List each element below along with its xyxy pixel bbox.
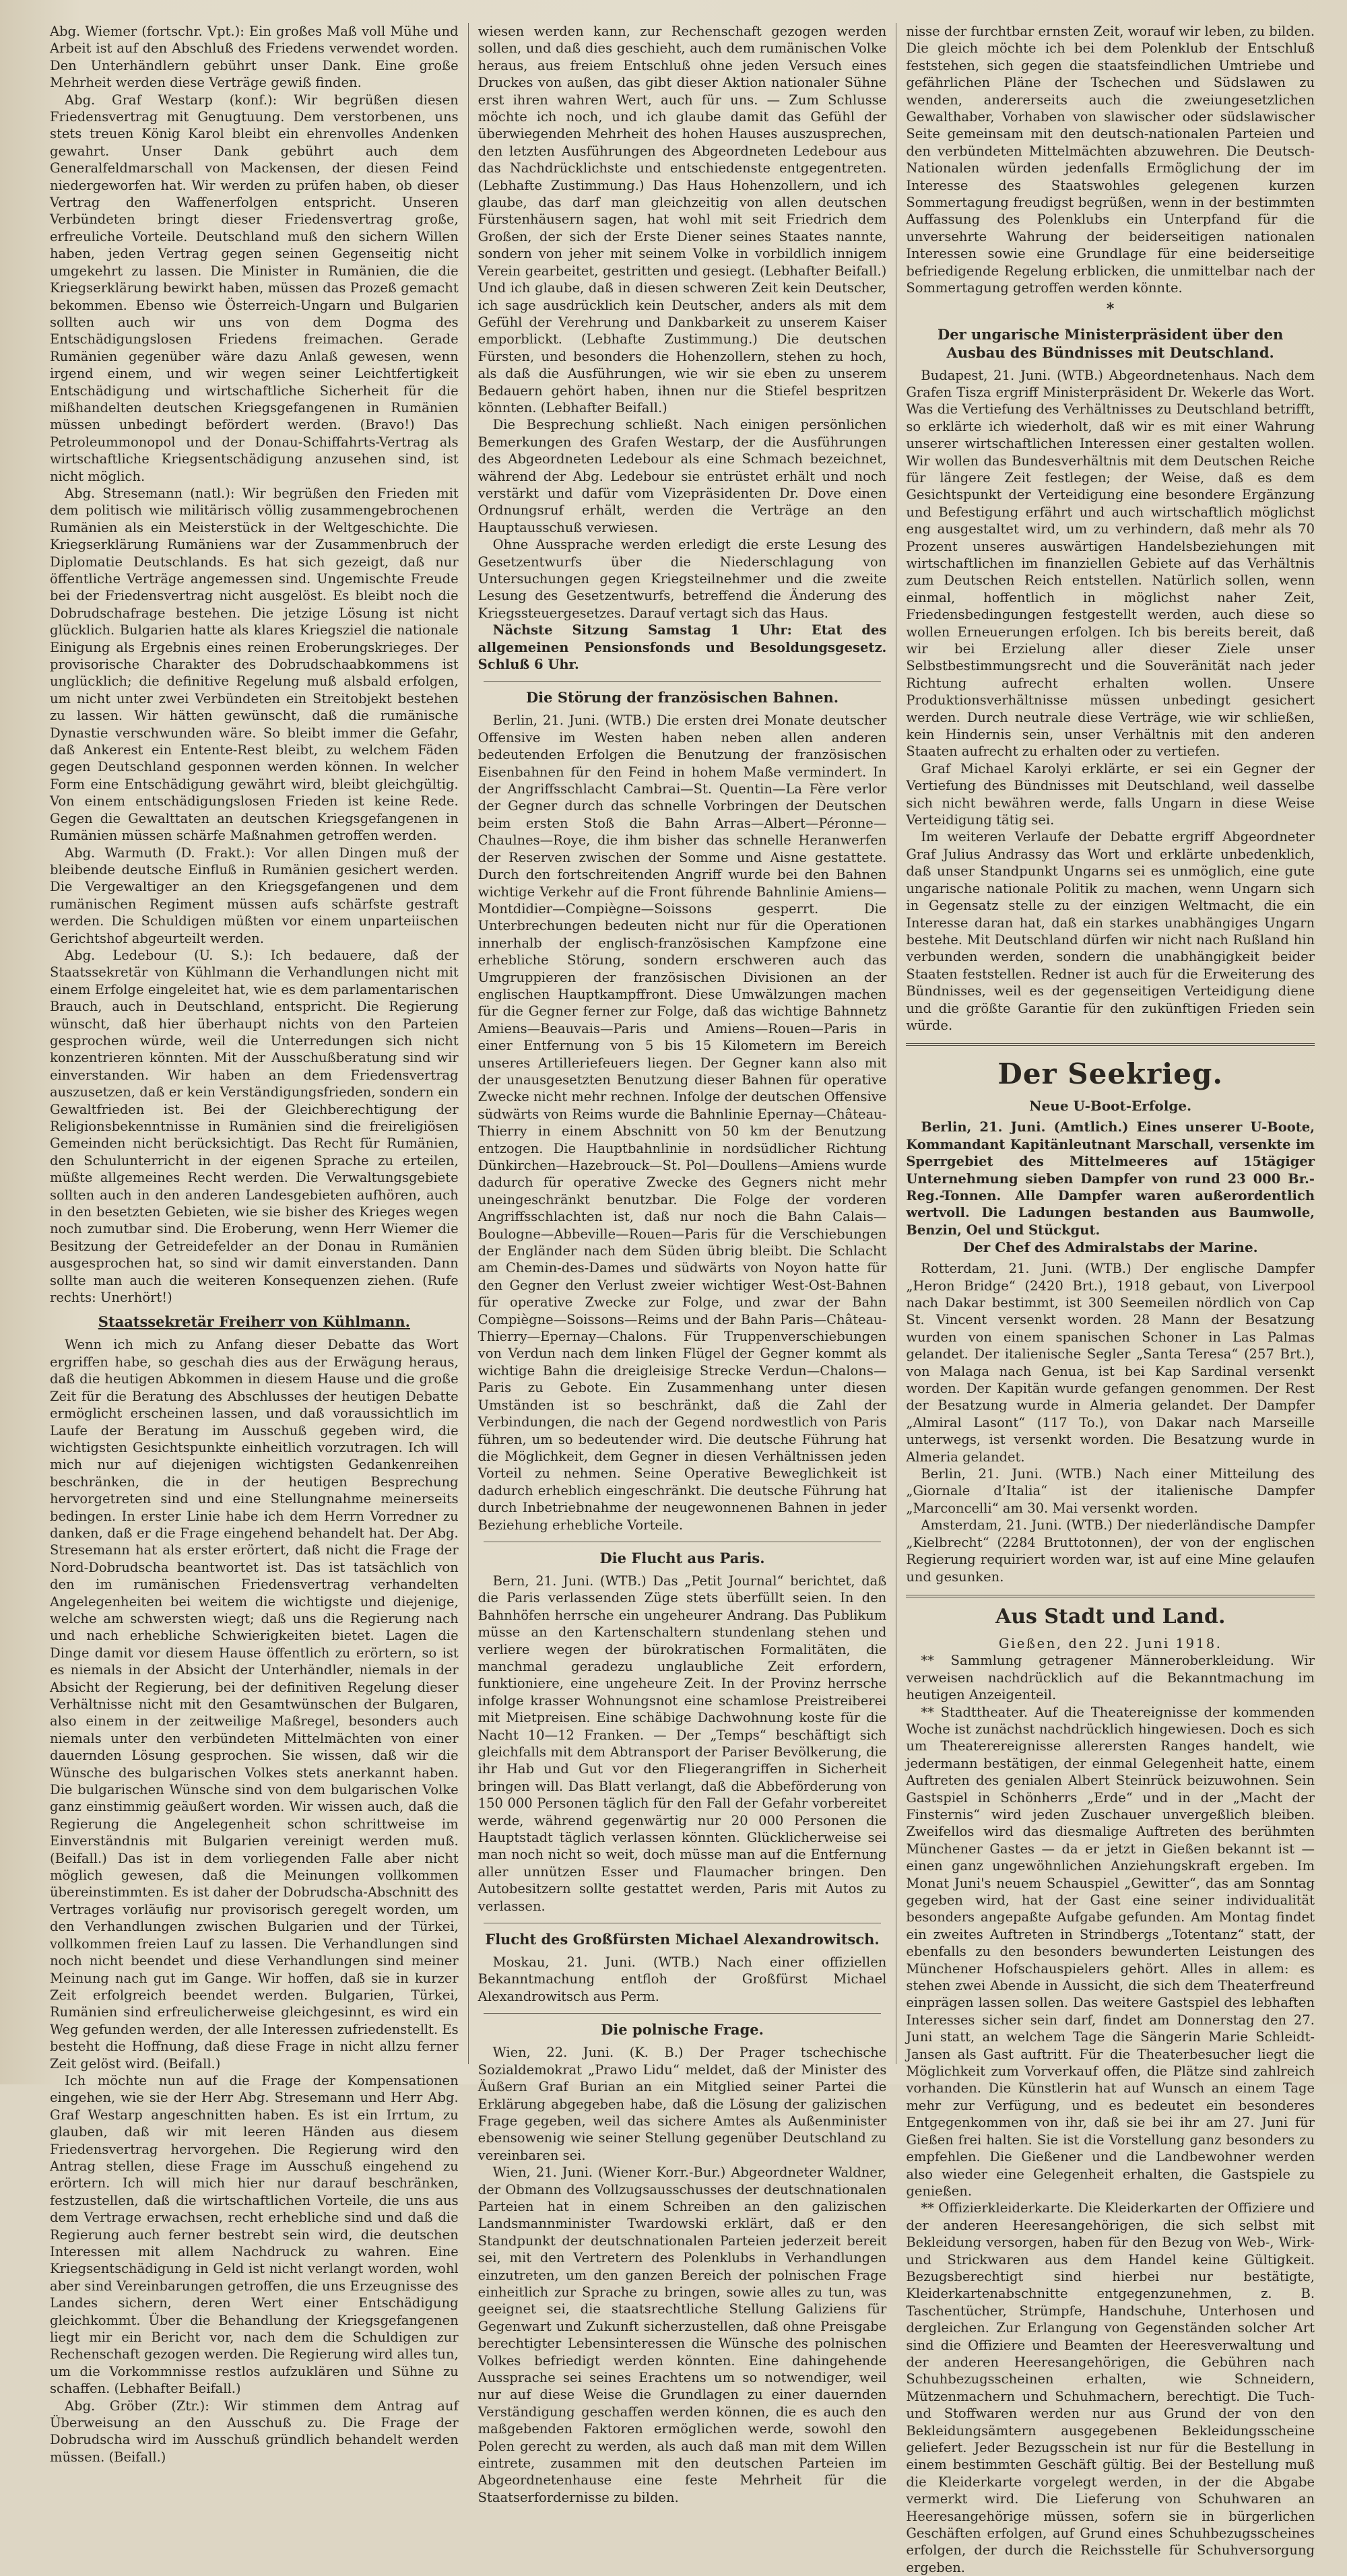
paragraph: Abg. Graf Westarp (konf.): Wir begrüßen diesen Friedensvertrag mit Genugtuung. Dem verstorbenen, uns stets treuen König Karol bleibt ein ehrenvolles Andenken gewahrt. Unser Dank gebührt auch dem Generalfeldmarschall von Mackensen, der diesen Feind niedergeworfen hat. Wir werden zu prüfen haben, ob dieser Vertrag den Waffenerfolgen entspricht. Unseren Verbündeten bringt dieser Friedensvertrag große, erfreuliche Vorteile. Deutschland muß den sichern Willen haben, jeden Vertrag gegen seinen Gegenseitig nicht umgekehrt zu lassen. Die Minister in Rumänien, die die Kriegserklärung bewirkt haben, müssen das Prozeß gemacht bekommen. Ebenso wie Österreich-Ungarn und Bulgarien sollten auch wir uns von dem Dogma des Entschädigungslosen Friedens freimachen. Gerade Rumänien gegenüber wäre dazu Anlaß gewesen, wenn irgend einem, und wir wegen seiner Leichtfertigkeit Entschädigung und wirtschaftliche Sicherheit für die mißhandelten deutschen Kriegsgefangenen in Rumänien müssen unbedingt befördert werden. (Bravo!) Das Petroleummonopol und der Donau-Schiffahrts-Vertrag als wirtschaftliche Kriegsentschädigung anzusehen sind, ist nicht möglich. <box>50 92 459 484</box>
paragraph: Abg. Wiemer (fortschr. Vpt.): Ein großes Maß voll Mühe und Arbeit ist auf den Abschluß des Friedens verwendet worden. Den Unterhändlern gebührt unser Dank. Eine große Mehrheit werden diese Verträge gewiß finden. <box>50 24 459 91</box>
paragraph: Nächste Sitzung Samstag 1 Uhr: Etat des allgemeinen Pensionsfonds und Besoldungsgesetz. Schluß 6 Uhr. <box>478 622 887 673</box>
article-headline: Die Flucht aus Paris. <box>599 1549 765 1566</box>
paragraph: Bern, 21. Juni. (WTB.) Das „Petit Journal“ berichtet, daß die Paris verlassenden Züge stets überfüllt seien. In den Bahnhöfen herrsche ein ungeheurer Andrang. Das Publikum müsse an den Kartenschaltern stundenlang stehen und verliere wegen der bürokratischen Formalitäten, die manchmal geradezu unglaubliche Zeit erfordern, funktioniere, eine ungeheure Zeit. In der Provinz herrsche infolge krasser Wohnungsnot eine schamlose Preistreiberei mit Mietpreisen. Eine schäbige Dachwohnung koste für die Nacht 10—12 Franken. — Der „Temps“ beschäftigt sich gleichfalls mit dem Abtransport der Pariser Bevölkerung, die ihr Hab und Gut vor den Fliegerangriffen in Sicherheit bringen will. Das Blatt verlangt, daß die Abbeförderung von 150 000 Personen täglich für den Fall der Gefahr vorbereitet werde, während gegenwärtig nur 20 000 Personen die Hauptstadt täglich verlassen könnten. Glücklicherweise sei man noch nicht so weit, doch müsse man auf die Entfernung aller unnützen Esser und Flaumacher bringen. Den Autobesitzern sollte gestattet werden, Paris mit Autos zu verlassen. <box>478 1573 887 1914</box>
paragraph: Wenn ich mich zu Anfang dieser Debatte das Wort ergriffen habe, so geschah dies aus der Erwägung heraus, daß die heutigen Abkommen in diesem Hause und die große Zeit für die Beratung des Abschlusses der heutigen Debatte ermöglicht erscheinen lassen, und daß voraussichtlich im Laufe der Beratung im Ausschuß gegeben wird, die wichtigsten Gesichtspunkte einheitlich vorzutragen. Ich will mich nur auf diejenigen wichtigsten Gedankenreihen beschränken, die in der heutigen Besprechung hervorgetreten sind und eine Stellungnahme meinerseits bedingen. In erster Linie habe ich dem Herrn Vorredner zu danken, daß er die Frage eingehend behandelt hat. Der Abg. Stresemann hat als erster erörtert, daß nicht die Frage der Nord-Dobrudscha beantwortet ist. Das ist tatsächlich von den im rumänischen Friedensvertrag verhandelten Angelegenheiten bei weitem die wichtigste und diejenige, welche am schwersten wiegt; daß uns die Regierung nach und nach erhebliche Schwierigkeiten bietet. Lagen die Dinge damit vor diesem Hause öffentlich zu erörtern, so ist es niemals in der Absicht der Unterhändler, niemals in der Absicht der Regierung, bei der definitiven Regelung dieser Verhältnisse nicht mit den Gesamtwünschen der Bulgaren, also einem in der zeitweilige Maßregel, besonders auch niemals unter den verbündeten Mittelmächten von einer dauernden Lösung gesprochen. Sie wissen, daß wir die Wünsche des bulgarischen Volkes stets anerkannt haben. Die bulgarischen Wünsche sind von dem bulgarischen Volke ganz einstimmig geäußert worden. Wir wissen auch, daß die Regierung die Angelegenheit schon schrittweise im Einverständnis mit Bulgarien vereinigt werden muß. (Beifall.) Das ist in dem vorliegenden Falle aber nicht möglich gewesen, daß die Meinungen vollkommen übereinstimmten. Es ist daher der Dobrudscha-Abschnitt des Vertrages vorläufig nur provisorisch geregelt worden, um den Verhandlungen zwischen Bulgarien und der Türkei, vollkommen freien Lauf zu lassen. Die Verhandlungen sind noch nicht beendet und diese Verhandlungen sind meiner Meinung nach gut im Gange. Wir hoffen, daß sie in kurzer Zeit erfolgreich beendet werden. Bulgarien, Türkei, Rumänien sind erfreulicherweise gleichgesinnt, es wird ein Weg gefunden werden, der alle Interessen zufriedenstellt. Es besteht die Hoffnung, daß diese Frage in nicht allzu ferner Zeit gelöst wird. (Beifall.) <box>50 1337 459 2072</box>
signature-line: Der Chef des Admiralstabs der Marine. <box>962 1239 1258 1256</box>
section-title-local: Aus Stadt und Land. <box>995 1604 1226 1628</box>
paragraph: ** Stadttheater. Auf die Theatereignisse der kommenden Woche ist zunächst nachdrücklich hingewiesen. Doch es sich um Theaterereignisse allerersten Ranges handelt, wie jedermann bestätigen, der einmal Gelegenheit hatte, einem Auftreten des genialen Albert Steinrück beizuwohnen. Sein Gastspiel in Schönherrs „Erde“ und in der „Macht der Finsternis“ wird jeden Zuschauer unvergeßlich bleiben. Zweifellos wird das diesmalige Auftreten des berühmten Münchener Gastes — da er jetzt in Gießen bekannt ist — einen ganz ungewöhnlichen Anziehungskraft ergeben. Im Monat Juni's neuem Schauspiel „Gewitter“, das am Sonntag gegeben wird, hat der Gast eine seiner individualität besonders angepaßte Aufgabe gefunden. Am Montag findet ein zweites Auftreten in Strindbergs „Totentanz“ statt, der ebenfalls zu den besonders bewunderten Leistungen des Münchener Hofschauspielers gehört. Alles in allem: es stehen zwei Abende in Aussicht, die sich dem Theaterfreund einprägen lassen sollen. Das weitere Gastspiel des lebhaften Interesses sicher sein darf, findet am Donnerstag den 27. Juni statt, an welchem Tage die Sängerin Marie Schleidt-Jansen als Gast auftritt. Für die Theaterbesucher liegt die Möglichkeit zum Vorverkauf offen, die Plätze sind zahlreich vorhanden. Die Künstlerin hat auf Wunsch an einem Tage mehr zur Verfügung, und es bedeutet ein besonderes Entgegenkommen von ihr, daß sie bei ihr am 27. Juni für Gießen frei halten. Sie ist die Vorstellung ganz besonders zu empfehlen. Die Gießener und die Landbewohner werden also wieder eine Gelegenheit erhalten, die Gastspiele zu genießen. <box>906 1704 1315 2199</box>
paragraph: Im weiteren Verlaufe der Debatte ergriff Abgeordneter Graf Julius Andrassy das Wort und erklärte unbedenklich, daß unser Standpunkt Ungarns sei es unmöglich, eine gute ungarische nationale Politik zu machen, wenn Ungarn sich in Gegensatz stelle zu der einzigen Weltmacht, die ein Interesse daran hat, daß ein starkes unabhängiges Ungarn bestehe. Mit Deutschland dürfen wir nicht nach Rußland hin verbunden werden, sondern die unabhängigkeit beider Staaten feststellen. Redner ist auch für die Erweiterung des Bündnisses, weil es der gegenseitigen Verteidigung diene und die größte Garantie für den zukünftigen Frieden sein würde. <box>906 829 1315 1033</box>
divider <box>484 681 882 682</box>
paragraph: Abg. Ledebour (U. S.): Ich bedauere, daß der Staatssekretär von Kühlmann die Verhandlungen nicht mit einem Erfolge eingeleitet hat, wie es dem parlamentarischen Brauch, auch in Deutschland, entspricht. Die Regierung wünscht, daß hier überhaupt nichts von den Parteien gesprochen würde, weil die Unterredungen sich nicht konzentrieren könnten. Mit der Ausschußberatung sind wir einverstanden. Wir haben an dem Friedensvertrag auszusetzen, daß er kein Verständigungsfrieden, sondern ein Gewaltfrieden ist. Bei der Gleichberechtigung der Religionsbekenntnisse in Rumänien sind die freireligiösen Gemeinden nicht berücksichtigt. Das Recht für Rumänien, den Schulunterricht in der eigenen Sprache zu erteilen, müßte allgemeines Recht werden. Die Verwaltungsgebiete sollten auch in den anderen Landesgebieten aufhören, auch in den besetzten Gebieten, wie sie bisher des Krieges wegen noch zumutbar sind. Die Eroberung, wenn Herr Wiemer die Besitzung der Getreidefelder an der Donau in Rumänien ausgesprochen hat, so sind wir damit einverstanden. Dann sollte man auch die weiteren Konsequenzen ziehen. (Rufe rechts: Unerhört!) <box>50 947 459 1306</box>
dateline: Gießen, den 22. Juni 1918. <box>998 1635 1222 1651</box>
paragraph: Die Besprechung schließt. Nach einigen persönlichen Bemerkungen des Grafen Westarp, der die Ausführungen des Abgeordneten Ledebour als eine Schmach bezeichnet, während der Abg. Ledebour sie entrüstet erhält und noch verstärkt und dafür vom Vizepräsidenten Dr. Dove einen Ordnungsruf erhält, werden die Verträge an den Hauptausschuß verwiesen. <box>478 417 887 535</box>
paragraph: Wien, 21. Juni. (Wiener Korr.-Bur.) Abgeordneter Waldner, der Obmann des Vollzugsausschusses der deutschnationalen Parteien hat in einem Schreiben an den galizischen Landsmannminister Twardowski erklärt, daß er den Standpunkt der deutschnationalen Parteien jederzeit bereit sei, mit den Vertretern des Polenklubs in Verhandlungen einzutreten, um den ganzen Bereich der polnischen Frage einheitlich zur Sprache zu bringen, sowie alles zu tun, was geeignet sei, die staatsrechtliche Stellung Galiziens für Gegenwart und Zukunft sicherzustellen, daß ohne Preisgabe berechtigter Lebensinteressen die Wünsche des polnischen Volkes befriedigt werden könnten. Eine dahingehende Aussprache sei seines Erachtens um so notwendiger, weil nur auf diese Weise die Grundlagen zu einer dauernden Verständigung geschaffen werden können, die es auch den maßgebenden Faktoren ermöglichen werde, sowohl den Polen gerecht zu werden, als auch daß man mit dem Willen eintrete, zusammen mit den deutschen Parteien im Abgeordnetenhause eine feste Mehrheit für die Staatserfordernisse zu bilden. <box>478 2165 887 2505</box>
paragraph: wiesen werden kann, zur Rechenschaft gezogen werden sollen, und daß dies geschieht, auch dem rumänischen Volke heraus, aus freiem Entschluß ohne jeden Versuch eines Druckes von außen, das gibt dieser Aktion nationaler Sühne erst ihren wahren Wert, auch für uns. — Zum Schlusse möchte ich noch, und ich glaube damit das Gefühl der überwiegenden Mehrheit des hohen Hauses auszusprechen, den letzten Ausführungen des Abgeordneten Ledebour aus das Nachdrücklichste und entschiedenste entgegentreten. (Lebhafte Zustimmung.) Das Haus Hohenzollern, und ich glaube, das darf man gleichzeitig von allen deutschen Fürstenhäusern sagen, hat wohl mit seit Friedrich dem Großen, der sich der Erste Diener seines Staates nannte, sondern von jeher mit seinem Volke in vorbildlich innigem Verein gearbeitet, gestritten und gesiegt. (Lebhafter Beifall.) Und ich glaube, daß in diesen schweren Zeit kein Deutscher, ich sage ausdrücklich kein Deutscher, anders als mit dem Gefühl der Verehrung und Dankbarkeit zu unserem Kaiser emporblickt. (Lebhafte Zustimmung.) Die deutschen Fürsten, und besonders die Hohenzollern, stehen zu hoch, als daß die Ausführungen, wie wir sie eben zu unserem Bedauern gehört haben, ihnen nur die Stiefel bespritzen könnten. (Lebhafter Beifall.) <box>478 24 887 416</box>
paragraph: Amsterdam, 21. Juni. (WTB.) Der niederländische Dampfer „Kielbrecht“ (2284 Bruttotonnen), der von der englischen Regierung requiriert worden war, ist auf eine Mine gelaufen und gesunken. <box>906 1517 1315 1585</box>
section-heading: Staatssekretär Freiherr von Kühlmann. <box>98 1313 410 1331</box>
article-subheadline: Neue U-Boot-Erfolge. <box>1029 1098 1192 1115</box>
column-3 <box>896 23 1324 2575</box>
paragraph: Abg. Stresemann (natl.): Wir begrüßen den Frieden mit dem politisch wie militärisch völlig zusammengebrochenen Rumänien als ein Meisterstück in der Weltgeschichte. Die Kriegserklärung Rumäniens war der Zusammenbruch der Diplomatie Deutschlands. Es hat sich gezeigt, daß nur öffentliche Verträge angemessen sind. Ungemischte Freude bei der Friedensvertrag nicht ausgelöst. Es bleibt noch die Dobrudschafrage bestehen. Die jetzige Lösung ist nicht glücklich. Bulgarien hatte als klares Kriegsziel die nationale Einigung als Ergebnis eines reinen Eroberungskrieges. Der provisorische Charakter des Dobrudschaabkommens ist unglücklich; die definitive Regelung muß alsbald erfolgen, um nicht unter zwei Verbündeten ein Streitobjekt bestehen zu lassen. Wir hätten gewünscht, daß die rumänische Dynastie verschwunden wäre. So bleibt immer die Gefahr, daß Ankerest ein Entente-Rest bleibt, zu welchem Fäden gegen Deutschland gesponnen werden können. In welcher Form eine Entschädigung gewährt wird, bleibt gleichgültig. Von einem entschädigungslosen Frieden ist keine Rede. Gegen die Gewalttaten an deutschen Kriegsgefangenen in Rumänien müssen schärfe Maßnahmen getroffen werden. <box>50 485 459 844</box>
paragraph: Moskau, 21. Juni. (WTB.) Nach einer offiziellen Bekanntmachung entfloh der Großfürst Michael Alexandrowitsch aus Perm. <box>478 1954 887 2004</box>
article-headline: Der ungarische Ministerpräsident über den Ausbau des Bündnisses mit Deutschland. <box>938 325 1284 361</box>
paragraph: ** Offizierkleiderkarte. Die Kleiderkarten der Offiziere und der anderen Heeresangehörigen, die sich selbst mit Bekleidung versorgen, haben für den Bezug von Web-, Wirk- und Strickwaren aus dem Handel keine Gültigkeit. Bezugsberechtigt sind hierbei nur bestätigte, Kleiderkartenabschnitte entgegenzunehmen, z. B. Taschentücher, Strümpfe, Handschuhe, Unterhosen und dergleichen. Zur Erlangung von Gegenständen solcher Art sind die Offiziere und Beamten der Heeresverwaltung und der anderen Heeresangehörigen, die Gebühren nach Schuhbezugsscheinen erhalten, wie Schneidern, Mützenmachern und Schuhmachern, berechtigt. Die Tuch- und Stoffwaren werden nur aus Grund der von den Bekleidungsämtern ausgegebenen Bekleidungsscheine geliefert. Jeder Bezugsschein ist nur für die Bestellung in einem bestimmten Geschäft gültig. Bei der Bestellung muß die Kleiderkarte vorgelegt werden, in der die Abgabe vermerkt wird. Die Lieferung von Schuhwaren an Heeresangehörige müssen, sofern sie in bürgerlichen Geschäften erfolgen, auf Grund eines Schuhbezugsscheines erfolgen, der durch die Reichsstelle für Schuhversorgung ergeben. <box>906 2200 1315 2575</box>
paragraph: ** Sammlung getragener Männeroberkleidung. Wir verweisen nachdrücklich auf die Bekanntmachung im heutigen Anzeigenteil. <box>906 1653 1315 1703</box>
paragraph: Wien, 22. Juni. (K. B.) Der Prager tschechische Sozialdemokrat „Prawo Lidu“ meldet, daß der Minister des Äußern Graf Burian an ein Mitglied seiner Partei die Erklärung abgegeben habe, daß die Lösung der galizischen Frage gegeben, weil das sichere Amtes als Außenminister ebensowenig wie seiner Stellung gegenüber Deutschland zu vereinbaren sei. <box>478 2045 887 2163</box>
paragraph: Rotterdam, 21. Juni. (WTB.) Der englische Dampfer „Heron Bridge“ (2420 Brt.), 1918 gebaut, von Liverpool nach Dakar bestimmt, ist 300 Seemeilen nördlich von Cap St. Vincent versenkt worden. 28 Mann der Besatzung wurden von einem spanischen Schoner in Las Palmas gelandet. Der italienische Segler „Santa Teresa“ (257 Brt.), von Malaga nach Genua, ist bei Kap Sardinal versenkt worden. Der Kapitän wurde gefangen genommen. Der Rest der Besatzung wurde in Almeria gelandet. Der Dampfer „Almiral Lasont“ (117 To.), von Dakar nach Marseille unterwegs, ist versenkt worden. Die Besatzung wurde in Almeria gelandet. <box>906 1261 1315 1465</box>
divider <box>484 2013 882 2014</box>
paragraph: nisse der furchtbar ernsten Zeit, worauf wir leben, zu bilden. Die gleich möchte ich bei dem Polenklub der Entschluß feststehen, sich gegen die staatsfeindlichen Umtriebe und gefährlichen Pläne der Tschechen und Südslawen zu wenden, andererseits auch die zweiungesetzlichen Gewalthaber, Vorhaben von slawischer oder südslawischer Seite gemeinsam mit den deutsch-nationalen Parteien und den verbündeten Mittelmächten abzuwehren. Die Deutsch-Nationalen würden jedenfalls Ermöglichung der im Interesse des Staatswohles gelegenen kurzen Sommertagung freudigst begrüßen, wenn in der bestimmten Auffassung des Polenklubs ein Unterpfand für die unversehrte Wahrung der beiderseitigen nationalen Interessen sowie eine Grundlage für eine beiderseitige befriedigende Regelung erblicken, die unmittelbar nach der Sommertagung getroffen werden könnte. <box>906 24 1315 296</box>
paragraph: Graf Michael Karolyi erklärte, er sei ein Gegner der Vertiefung des Bündnisses mit Deutschland, weil dasselbe sich nicht bewähren werde, falls Ungarn in diese Weise Verteidigung tätig sei. <box>906 760 1315 828</box>
paragraph: Ohne Aussprache werden erledigt die erste Lesung des Gesetzentwurfs über die Niederschlagung von Untersuchungen gegen Kriegsteilnehmer und die zweite Lesung des Gesetzentwurfs, betreffend die Änderung des Kriegssteuergesetzes. Darauf vertagt sich das Haus. <box>478 537 887 621</box>
paragraph: Abg. Gröber (Ztr.): Wir stimmen dem Antrag auf Überweisung an den Ausschuß zu. Die Frage der Dobrudscha wird im Ausschuß gründlich behandelt werden müssen. (Beifall.) <box>50 2398 459 2465</box>
divider <box>906 1043 1315 1046</box>
paragraph: Berlin, 21. Juni. (Amtlich.) Eines unserer U-Boote, Kommandant Kapitänleutnant Marschall, versenkte im Sperrgebiet des Mittelmeeres auf 15tägiger Unternehmung sieben Dampfer von rund 23 000 Br.-Reg.-Tonnen. Alle Dampfer waren außerordentlich wertvoll. Die Ladungen bestanden aus Baumwolle, Benzin, Oel und Stückgut. <box>906 1119 1315 1238</box>
article-headline: Die polnische Frage. <box>601 2021 764 2039</box>
column-2 <box>468 23 896 2505</box>
section-title-seekrieg: Der Seekrieg. <box>997 1057 1223 1091</box>
paragraph: Budapest, 21. Juni. (WTB.) Abgeordnetenhaus. Nach dem Grafen Tisza ergriff Ministerpräsident Dr. Wekerle das Wort. Was die Vertiefung des Verhältnisses zu Deutschland betrifft, so erklärte ich wiederholt, daß wir es mit einer Wahrung unserer wirtschaftlichen Interessen einer gestalten wollen. Wir wollen das Bundesverhältnis mit dem Deutschen Reiche für längere Zeit festlegen; der Weise, daß es dem Gesichtspunkt der Verteidigung eine besondere Ergänzung und Befestigung erfährt und auch wirtschaftlich möglichst eng ausgestaltet wird, um zu verhindern, daß mehr als 70 Prozent unseres auswärtigen Handelsbeziehungen mit wirtschaftlichen im finanziellen Gebiete auf das Verhältnis zum Deutschen Reich entstellen. Natürlich sollen, wenn einmal, hoffentlich in möglichst naher Zeit, Friedensbedingungen festgestellt werden, auch diese so wollen Erneuerungen erfolgen. Ich bis bereits bereit, daß wir bei Erzielung aller dieser Ziele unser Selbstbestimmungsrecht und die Souveränität nach jeder Richtung aufrecht erhalten wollen. Unsere Produktionsverhältnisse müssen unbedingt gesichert werden. Durch neutrale diese Verträge, wie wir schließen, kein Hindernis sein, unser Verhältnis mit den anderen Staaten aufrecht zu erhalten oder zu vertiefen. <box>906 367 1315 760</box>
section-separator: * <box>1106 300 1115 318</box>
paragraph: Abg. Warmuth (D. Frakt.): Vor allen Dingen muß der bleibende deutsche Einfluß in Rumänien gesichert werden. Die Vergewaltiger an den Kriegsgefangenen und dem rumänischen Regiment müssen aufs schärfste gestraft werden. Die Schuldigen müßten vor einem unparteiischen Gerichtshof abgeurteilt werden. <box>50 845 459 946</box>
paragraph: Berlin, 21. Juni. (WTB.) Nach einer Mitteilung des „Giornale d’Italia“ ist der italienische Dampfer „Marconcelli“ am 30. Mai versenkt worden. <box>906 1466 1315 1516</box>
paragraph: Berlin, 21. Juni. (WTB.) Die ersten drei Monate deutscher Offensive im Westen haben neben allen anderen bedeutenden Erfolgen die Benutzung der französischen Eisenbahnen für den Feind in hohem Maße vermindert. In der Angriffsschlacht Cambrai—St. Quentin—La Fère verlor der Gegner durch das schnelle Vorbringen der Deutschen beim ersten Stoß die Bahn Arras—Albert—Péronne—Chaulnes—Roye, die ihm bisher das schnelle Heranwerfen der Reserven zwischen der Somme und Aisne gestattete. Durch den fortschreitenden Angriff wurde bei den Bahnen wichtige Verkehr auf die Front führende Bahnlinie Amiens—Montdidier—Compiègne—Soissons gesperrt. Die Unterbrechungen bedeuten nicht nur für die Operationen innerhalb der englisch-französischen Kampfzone eine erhebliche Störung, sondern erschweren auch das Umgruppieren der französischen Divisionen an der englischen Hauptkampffront. Diese Umwälzungen machen für die Gegner ferner zur Folge, daß das wichtige Bahnnetz Amiens—Beauvais—Paris und Amiens—Rouen—Paris in einer Entfernung von 5 bis 15 Kilometern im Bereich unseres Artilleriefeuers liegen. Der Gegner kann also mit der unausgesetzten Benutzung dieser Bahnen für operative Zwecke nicht mehr rechnen. Infolge der deutschen Offensive südwärts von Reims wurde die Bahnlinie Epernay—Château-Thierry in einem Abschnitt von 50 km der Benutzung entzogen. Die Hauptbahnlinie in nordsüdlicher Richtung Dünkirchen—Hazebrouck—St. Pol—Doullens—Amiens wurde dadurch für operative Zwecke des Gegners nicht mehr uneingeschränkt benutzbar. Die Folge der vorderen Angriffsschlachten ist, daß nur noch die Bahn Calais—Boulogne—Abbeville—Rouen—Paris für die Verschiebungen der Engländer nach dem Süden übrig bleibt. Die Schlacht am Chemin-des-Dames und südwärts von Noyon hatte für den Gegner den Verlust zweier wichtiger West-Ost-Bahnen für operative Zwecke zur Folge, und zwar der Bahn Compiègne—Soissons—Reims und der Bahn Paris—Château-Thierry—Epernay—Chalons. Für Truppenverschiebungen von Verdun nach dem linken Flügel der Gegner kommt als wichtige Bahn die dreigleisige Strecke Verdun—Chalons—Paris zu Gebote. Ein Zusammenhang unter diesen Umständen ist so beschränkt, daß die Zahl der Verbindungen, die nach der Gegend nordwestlich von Paris führen, um so bedeutender wird. Die deutsche Führung hat die Möglichkeit, dem Gegner in diesen Verhältnissen jeden Vorteil zu nehmen. Seine Operative Beweglichkeit ist dadurch erheblich eingeschränkt. Die deutsche Führung hat durch Inbetriebnahme der neugewonnenen Bahnen in jeder Beziehung erhebliche Vorteile. <box>478 713 887 1533</box>
article-headline: Flucht des Großfürsten Michael Alexandrowitsch. <box>485 1931 880 1948</box>
column-1 <box>40 23 468 2465</box>
paragraph: Ich möchte nun auf die Frage der Kompensationen eingehen, wie sie der Herr Abg. Stresemann und Herr Abg. Graf Westarp angeschnitten haben. Es ist ein Irrtum, zu glauben, daß wir mit leeren Händen aus diesem Friedensvertrag hervorgehen. Die Regierung wird den Antrag stellen, diese Frage im Ausschuß eingehend zu erörtern. Ich will mich hier nur darauf beschränken, festzustellen, daß die wirtschaftlichen Vorteile, die uns aus dem Vertrage erwachsen, recht erhebliche sind und daß die Regierung auch ferner bestrebt sein wird, die deutschen Interessen mit allem Nachdruck zu wahren. Eine Kriegsentschädigung in Geld ist nicht verlangt worden, wohl aber sind Vereinbarungen getroffen, die uns Erzeugnisse des Landes sichern, deren Wert einer Entschädigung gleichkommt. Über die Behandlung der Kriegsgefangenen liegt mir ein Bericht vor, nach dem die Schuldigen zur Rechenschaft gezogen werden. Die Regierung wird alles tun, um die Vorkommnisse restlos aufzuklären und Sühne zu schaffen. (Lebhafter Beifall.) <box>50 2072 459 2397</box>
divider <box>906 1595 1315 1597</box>
article-headline: Die Störung der französischen Bahnen. <box>525 689 839 706</box>
